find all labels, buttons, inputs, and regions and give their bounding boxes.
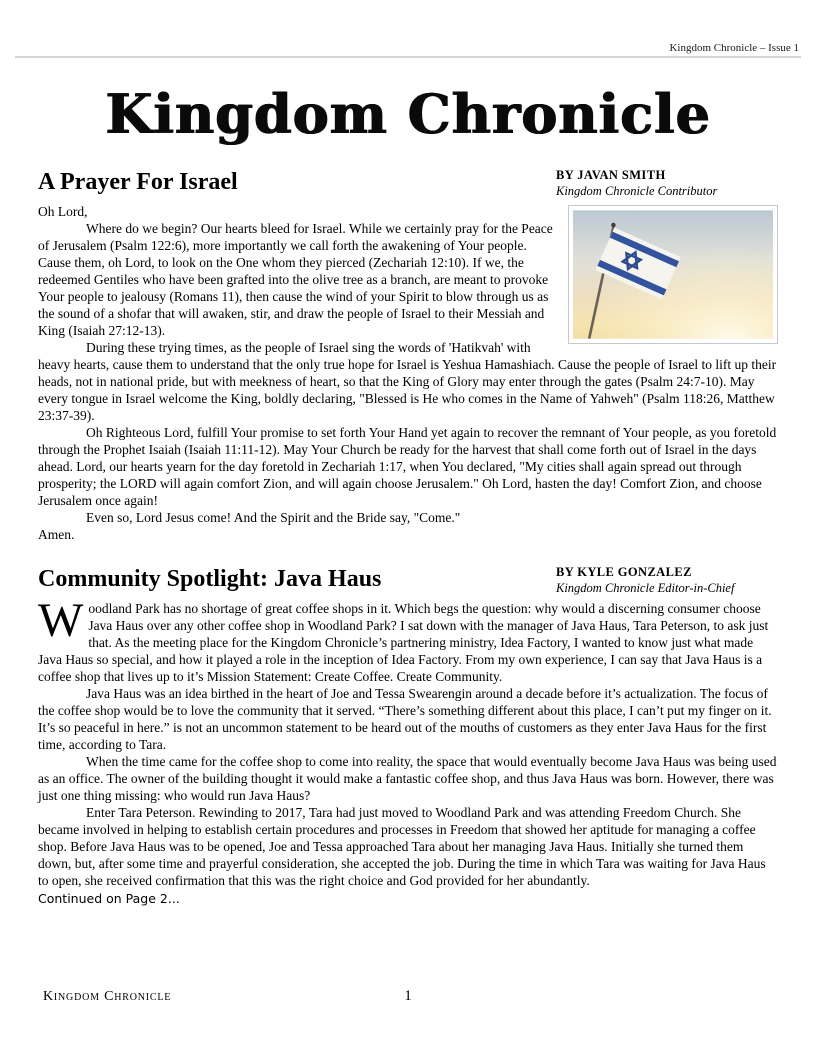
paragraph: When the time came for the coffee shop to come into reality, the space that would eventually become Java Haus was being used as an office. The owner of the building thought it would make a fantastic coffee shop, and thus Java Haus was born. However, there was just one thing missing: who would run Java Haus? [38, 754, 777, 803]
israel-flag-photo [568, 205, 778, 344]
masthead-title: Kingdom Chronicle [105, 82, 711, 146]
flag-illustration [573, 210, 773, 339]
header-issue-text: Kingdom Chronicle – Issue 1 [669, 42, 799, 54]
page-number: 1 [404, 988, 412, 1004]
paragraph-with-dropcap [38, 594, 778, 685]
article-body [38, 594, 778, 908]
paragraph: Where do we begin? Our hearts bleed for Israel. While we certainly pray for the Peace of Jerusalem (Psalm 122:6), more importantly we call forth the awakening of Your people. Cause them, oh Lord, to look on the One whom they pierced (Zechariah 12:10). If we, the redeemed Gentiles who have been grafted into the olive tree as a branch, are meant to provoke Your people to jealousy (Romans 11), then cause the wind of your Spirit to blow through us as the sound of a shofar that will awaken, stir, and draw the people of Israel to their Messiah and King (Isaiah 27:12-13). [38, 221, 553, 338]
byline-role: Kingdom Chronicle Editor-in-Chief [556, 581, 735, 595]
paragraph: Enter Tara Peterson. Rewinding to 2017, Tara had just moved to Woodland Park and was attending Freedom Church. She became involved in helping to establish certain procedures and processes in Freedom that showed her aptitude for managing a coffee shop. Before Java Haus was to be opened, Joe and Tessa approached Tara about her managing Java Haus. Initially she turned them down, but, after some time and prayerful consideration, she accepted the job. During the time in which Tara was waiting for Java Haus to open, she received confirmation that this was the right choice and God provided for her abundantly. [38, 805, 766, 888]
paragraph: During these trying times, as the people of Israel sing the words of 'Hatikvah' with heavy hearts, cause them to understand that the only true hope for Israel is Yeshua Hamashiach. Cause the people of Israel to lift up their heads, not in national pride, but with meekness of heart, so that the King of Glory may enter through the gates (Psalm 24:7-10). May every tongue in Israel welcome the King, boldly declaring, "Blessed is He who comes in the Name of Yahweh" (Psalm 118:26, Matthew 23:37-39). [38, 340, 777, 423]
continued-note: Continued on Page 2... [38, 891, 180, 906]
paragraph-text: oodland Park has no shortage of great coffee shops in it. Which begs the question: why would a discerning consumer choose Java Haus over any other coffee shop in Woodland Park? I sat down with the manager of Java Haus, Tara Peterson, to ask just that. As the meeting place for the Kingdom Chronicle’s partnering ministry, Idea Factory, I wanted to know just what made Java Haus so special, and how it played a role in the inception of Idea Factory. From my own experience, I can say that Java Haus is a coffee shop that lives up to it’s Mission Statement: Create Coffee. Create Community. [38, 601, 769, 684]
footer-title: Kingdom Chronicle [43, 989, 172, 1004]
byline-author: BY KYLE GONZALEZ [556, 565, 692, 579]
paragraph: Oh Lord, [38, 204, 88, 219]
paragraph: Oh Righteous Lord, fulfill Your promise to set forth Your Hand yet again to recover the remnant of Your people, as you foretold through the Prophet Isaiah (Isaiah 11:11-12). May Your Church be ready for the harvest that shall come forth out of Israel in the days ahead. Lord, our hearts yearn for the day foretold in Zechariah 1:17, when You declared, "My cities shall again spread out through prosperity; the LORD will again comfort Zion, and will again choose Jerusalem." Oh Lord, hasten the day! Comfort Zion, and choose Jerusalem once again! [38, 425, 777, 508]
article-header [38, 166, 778, 199]
article-title: Community Spotlight: Java Haus [38, 566, 382, 592]
flagpole-finial [611, 223, 615, 227]
byline [556, 166, 778, 199]
running-header [15, 42, 801, 58]
article-body [38, 203, 778, 543]
page-footer [38, 988, 778, 1005]
paragraph: Java Haus was an idea birthed in the heart of Joe and Tessa Swearengin around a decade before it’s actualization. The focus of the coffee shop would be to love the community that it served. “There’s something different about this place, I can’t put my finger on it. It’s so peaceful in here.” is not an uncommon statement to be heard out of the mouths of customers as they enter Java Haus for the first time, according to Tara. [38, 686, 772, 752]
article-community-spotlight [38, 563, 778, 908]
byline-role: Kingdom Chronicle Contributor [556, 184, 718, 198]
byline [556, 563, 778, 596]
article-title: A Prayer For Israel [38, 169, 238, 195]
byline-author: BY JAVAN SMITH [556, 168, 666, 182]
paragraph: Amen. [38, 527, 75, 542]
paragraph: Even so, Lord Jesus come! And the Spirit and the Bride say, "Come." [86, 510, 461, 525]
article-header [38, 563, 778, 596]
article-prayer-for-israel [38, 166, 778, 543]
drop-cap: W [38, 594, 84, 647]
